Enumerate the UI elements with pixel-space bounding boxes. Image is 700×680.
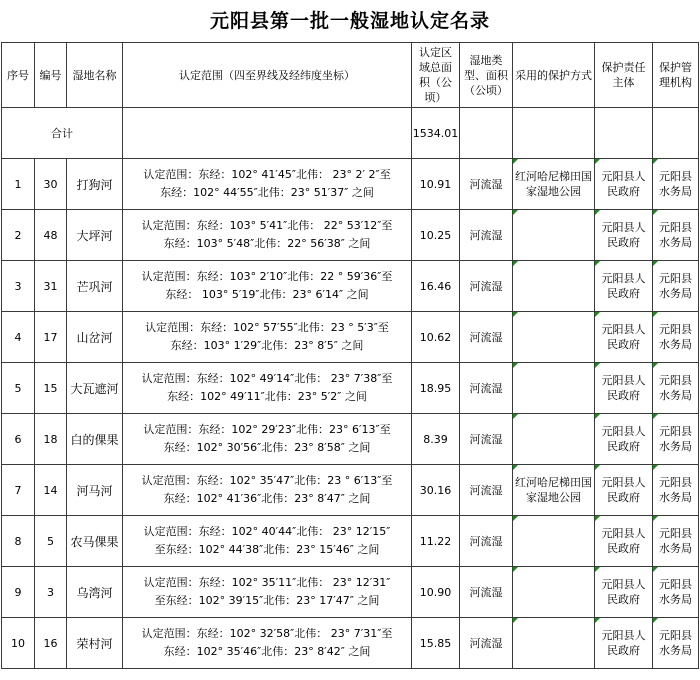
row-seq: 9 [2, 567, 35, 618]
row-seq: 5 [2, 363, 35, 414]
row-name: 农马倮果 [67, 516, 123, 567]
row-range [123, 159, 412, 210]
row-seq: 4 [2, 312, 35, 363]
header-name: 湿地名称 [67, 43, 123, 108]
row-range [123, 261, 412, 312]
range-line-2: 东经：102° 41′36″北伟：23° 8′47″ 之间 [163, 492, 371, 505]
row-name: 芒巩河 [67, 261, 123, 312]
table-row [2, 516, 699, 567]
table-row [2, 312, 699, 363]
range-line-2: 东经：103° 5′48″北伟：22° 56′38″ 之间 [163, 237, 371, 250]
total-method [513, 108, 595, 159]
row-resp: 元阳县人民政府 [595, 618, 653, 669]
range-line-1: 认定范围：东经：102° 41′45″北伟： 23° 2′ 2″至 [143, 168, 391, 181]
row-name: 打狗河 [67, 159, 123, 210]
row-code: 30 [35, 159, 67, 210]
row-range [123, 516, 412, 567]
row-method: 红河哈尼梯田国家湿地公园 [513, 465, 595, 516]
page-title: 元阳县第一批一般湿地认定名录 [209, 10, 490, 32]
row-code: 5 [35, 516, 67, 567]
range-line-2: 至东经：102° 39′15″北伟：23° 17′47″ 之间 [154, 594, 380, 607]
wetland-table [1, 42, 699, 669]
total-range [123, 108, 412, 159]
row-method [513, 516, 595, 567]
row-type: 河流湿 [460, 261, 513, 312]
header-seq: 序号 [2, 43, 35, 108]
row-type: 河流湿 [460, 363, 513, 414]
row-type: 河流湿 [460, 516, 513, 567]
range-line-1: 认定范围：东经：102° 49′14″北伟： 23° 7′38″至 [141, 372, 393, 385]
range-line-1: 认定范围：东经：102° 40′44″北伟： 23° 12′15″ [143, 525, 391, 538]
row-method [513, 261, 595, 312]
row-type: 河流湿 [460, 414, 513, 465]
row-seq: 8 [2, 516, 35, 567]
row-code: 3 [35, 567, 67, 618]
table-row [2, 465, 699, 516]
header-range: 认定范围（四至界线及经纬度坐标） [123, 43, 412, 108]
row-area: 8.39 [412, 414, 460, 465]
total-label: 合计 [2, 108, 123, 159]
table-row [2, 567, 699, 618]
header-area: 认定区域总面积（公顷） [412, 43, 460, 108]
row-code: 18 [35, 414, 67, 465]
row-seq: 2 [2, 210, 35, 261]
range-line-2: 东经：102° 44′55″北伟：23° 51′37″ 之间 [160, 186, 374, 199]
row-org: 元阳县水务局 [653, 567, 699, 618]
header-type: 湿地类型、面积（公顷） [460, 43, 513, 108]
row-seq: 6 [2, 414, 35, 465]
row-resp: 元阳县人民政府 [595, 210, 653, 261]
range-line-1: 认定范围：东经：102° 29′23″北伟：23° 6′13″至 [143, 423, 391, 436]
table-row [2, 618, 699, 669]
row-name: 山岔河 [67, 312, 123, 363]
header-method: 采用的保护方式 [513, 43, 595, 108]
row-method [513, 312, 595, 363]
table-row [2, 261, 699, 312]
row-range [123, 312, 412, 363]
row-code: 17 [35, 312, 67, 363]
header-code: 编号 [35, 43, 67, 108]
row-org: 元阳县水务局 [653, 414, 699, 465]
row-name: 白的倮果 [67, 414, 123, 465]
row-method [513, 567, 595, 618]
header-row [2, 43, 699, 108]
row-area: 11.22 [412, 516, 460, 567]
row-seq: 10 [2, 618, 35, 669]
row-method [513, 618, 595, 669]
row-range [123, 618, 412, 669]
row-area: 18.95 [412, 363, 460, 414]
row-org: 元阳县水务局 [653, 516, 699, 567]
row-type: 河流湿 [460, 159, 513, 210]
header-org: 保护管理机构 [653, 43, 699, 108]
row-code: 14 [35, 465, 67, 516]
row-type: 河流湿 [460, 465, 513, 516]
row-method [513, 363, 595, 414]
row-name: 大瓦遮河 [67, 363, 123, 414]
row-method [513, 210, 595, 261]
range-line-1: 认定范围：东经：102° 57′55″北伟：23 ° 5′3″至 [145, 321, 389, 334]
range-line-1: 认定范围：东经：102° 32′58″北伟： 23° 7′31″至 [141, 627, 393, 640]
row-area: 16.46 [412, 261, 460, 312]
row-range [123, 567, 412, 618]
row-resp: 元阳县人民政府 [595, 159, 653, 210]
range-line-1: 认定范围：东经：103° 5′41″北伟： 22° 53′12″至 [141, 219, 393, 232]
row-resp: 元阳县人民政府 [595, 516, 653, 567]
row-org: 元阳县水务局 [653, 312, 699, 363]
total-type [460, 108, 513, 159]
row-code: 48 [35, 210, 67, 261]
row-method [513, 414, 595, 465]
range-line-1: 认定范围：东经：102° 35′11″北伟： 23° 12′31″ [143, 576, 391, 589]
row-seq: 1 [2, 159, 35, 210]
row-area: 15.85 [412, 618, 460, 669]
row-resp: 元阳县人民政府 [595, 414, 653, 465]
row-resp: 元阳县人民政府 [595, 261, 653, 312]
range-line-2: 东经：103° 1′29″北伟：23° 8′5″ 之间 [170, 339, 364, 352]
row-range [123, 465, 412, 516]
row-name: 荣村河 [67, 618, 123, 669]
row-code: 31 [35, 261, 67, 312]
range-line-2: 东经：102° 35′46″北伟：23° 8′42″ 之间 [163, 645, 371, 658]
total-org [653, 108, 699, 159]
row-range [123, 414, 412, 465]
row-seq: 7 [2, 465, 35, 516]
row-type: 河流湿 [460, 618, 513, 669]
range-line-1: 认定范围：东经：102° 35′47″北伟：23 ° 6′13″至 [141, 474, 393, 487]
row-type: 河流湿 [460, 312, 513, 363]
range-line-2: 东经：102° 49′11″北伟：23° 5′2″ 之间 [167, 390, 367, 403]
row-org: 元阳县水务局 [653, 159, 699, 210]
range-line-2: 东经： 103° 5′19″北伟：23° 6′14″ 之间 [165, 288, 369, 301]
header-resp: 保护责任主体 [595, 43, 653, 108]
row-name: 河马河 [67, 465, 123, 516]
row-range [123, 363, 412, 414]
row-org: 元阳县水务局 [653, 363, 699, 414]
row-resp: 元阳县人民政府 [595, 567, 653, 618]
row-org: 元阳县水务局 [653, 618, 699, 669]
row-name: 乌湾河 [67, 567, 123, 618]
row-method: 红河哈尼梯田国家湿地公园 [513, 159, 595, 210]
table-row [2, 210, 699, 261]
row-area: 10.91 [412, 159, 460, 210]
row-type: 河流湿 [460, 210, 513, 261]
range-line-2: 至东经：102° 44′38″北伟：23° 15′46″ 之间 [154, 543, 380, 556]
row-name: 大坪河 [67, 210, 123, 261]
range-line-2: 东经：102° 30′56″北伟：23° 8′58″ 之间 [163, 441, 371, 454]
row-area: 10.90 [412, 567, 460, 618]
row-area: 10.25 [412, 210, 460, 261]
row-code: 16 [35, 618, 67, 669]
range-line-1: 认定范围：东经：103° 2′10″北伟：22 ° 59′36″至 [141, 270, 393, 283]
row-resp: 元阳县人民政府 [595, 465, 653, 516]
row-org: 元阳县水务局 [653, 210, 699, 261]
total-resp [595, 108, 653, 159]
row-resp: 元阳县人民政府 [595, 312, 653, 363]
row-seq: 3 [2, 261, 35, 312]
table-row [2, 363, 699, 414]
table-row [2, 414, 699, 465]
total-row [2, 108, 699, 159]
row-resp: 元阳县人民政府 [595, 363, 653, 414]
row-area: 10.62 [412, 312, 460, 363]
row-area: 30.16 [412, 465, 460, 516]
table-row [2, 159, 699, 210]
row-org: 元阳县水务局 [653, 465, 699, 516]
row-org: 元阳县水务局 [653, 261, 699, 312]
row-range [123, 210, 412, 261]
row-code: 15 [35, 363, 67, 414]
total-area: 1534.01 [412, 108, 460, 159]
row-type: 河流湿 [460, 567, 513, 618]
